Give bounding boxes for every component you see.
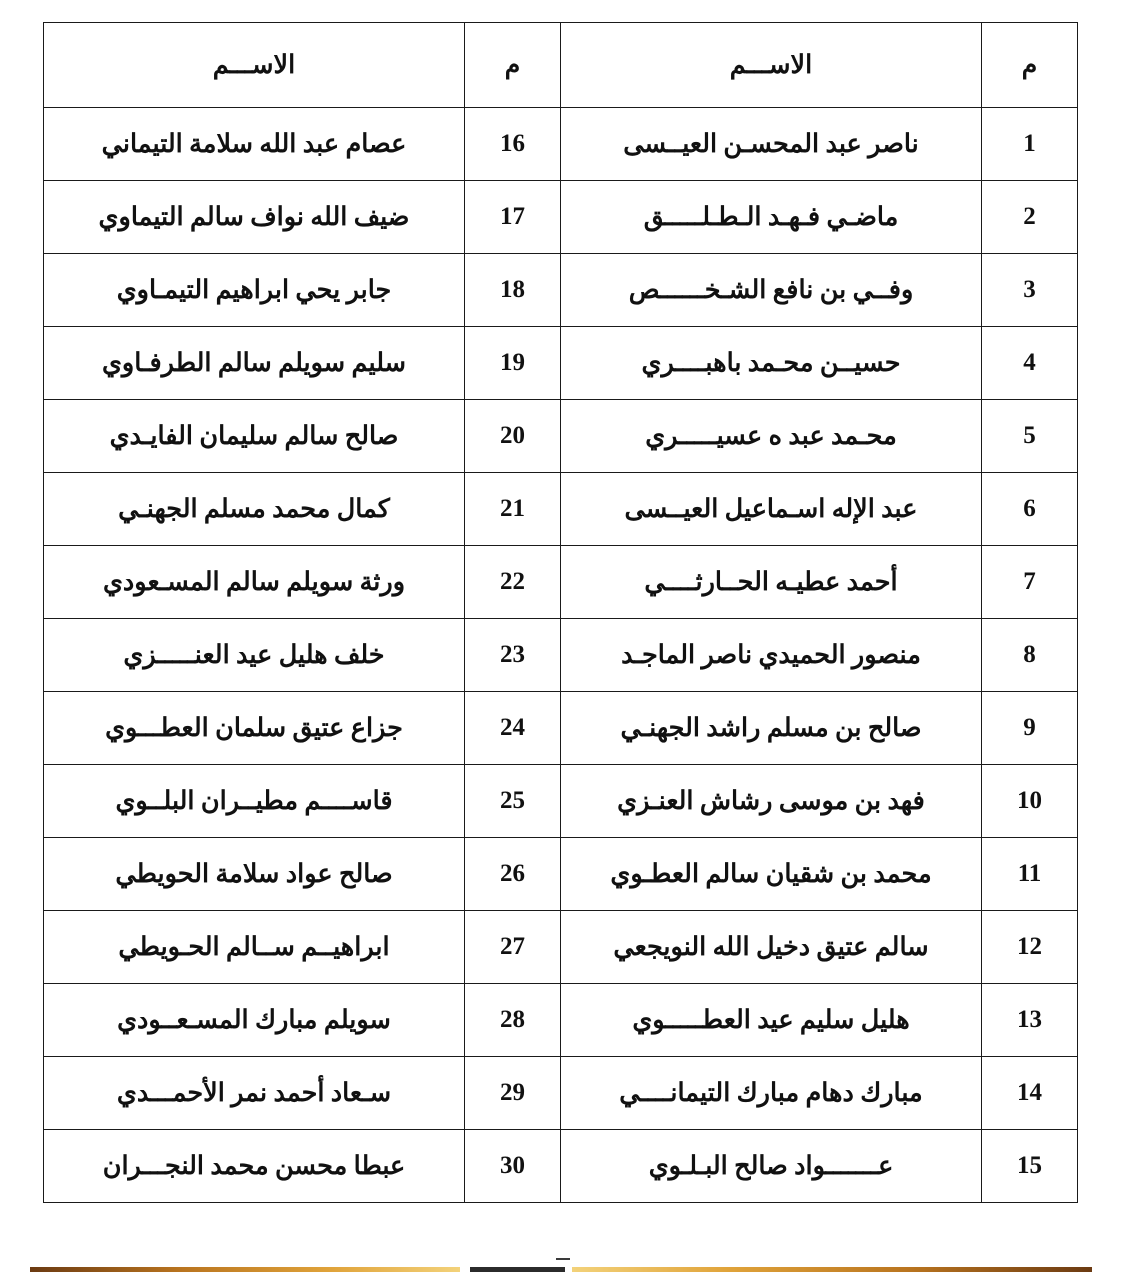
row-number: 17 bbox=[465, 181, 561, 254]
row-name: ابراهيــم ســالم الحـويطي bbox=[44, 911, 465, 984]
row-name: سالم عتيق دخيل الله النويجعي bbox=[561, 911, 982, 984]
row-name: ورثة سويلم سالم المسـعودي bbox=[44, 546, 465, 619]
row-number: 20 bbox=[465, 400, 561, 473]
row-name: مبارك دهام مبارك التيمانــــي bbox=[561, 1057, 982, 1130]
row-name: سليم سويلم سالم الطرفـاوي bbox=[44, 327, 465, 400]
table-body bbox=[44, 108, 1078, 1203]
row-number: 14 bbox=[982, 1057, 1078, 1130]
row-number: 4 bbox=[982, 327, 1078, 400]
table-row bbox=[44, 327, 1078, 400]
table-row bbox=[44, 838, 1078, 911]
row-number: 7 bbox=[982, 546, 1078, 619]
row-name: كمال محمد مسلم الجهنـي bbox=[44, 473, 465, 546]
row-name: سويلم مبارك المسـعــودي bbox=[44, 984, 465, 1057]
row-number: 24 bbox=[465, 692, 561, 765]
row-name: صالح بن مسلم راشد الجهنـي bbox=[561, 692, 982, 765]
row-number: 19 bbox=[465, 327, 561, 400]
footer-decoration bbox=[0, 1246, 1122, 1280]
table-header-row bbox=[44, 23, 1078, 108]
row-name: عصام عبد الله سلامة التيماني bbox=[44, 108, 465, 181]
row-number: 22 bbox=[465, 546, 561, 619]
table-row bbox=[44, 108, 1078, 181]
row-name: وفــي بن نافع الشـخــــــص bbox=[561, 254, 982, 327]
row-number: 21 bbox=[465, 473, 561, 546]
row-number: 18 bbox=[465, 254, 561, 327]
footer-bar-middle bbox=[470, 1267, 565, 1272]
row-number: 12 bbox=[982, 911, 1078, 984]
table-row bbox=[44, 181, 1078, 254]
row-name: صالح عواد سلامة الحويطي bbox=[44, 838, 465, 911]
row-name: عبطا محسن محمد النجـــران bbox=[44, 1130, 465, 1203]
row-number: 11 bbox=[982, 838, 1078, 911]
table-row bbox=[44, 619, 1078, 692]
row-name: أحمد عطيـه الحــارثــــي bbox=[561, 546, 982, 619]
names-table-container bbox=[44, 22, 1078, 1203]
row-name: ماضـي فـهـد الـطـلـــــق bbox=[561, 181, 982, 254]
row-number: 6 bbox=[982, 473, 1078, 546]
row-name: ناصر عبد المحسـن العيــسى bbox=[561, 108, 982, 181]
row-number: 13 bbox=[982, 984, 1078, 1057]
row-name: عبد الإله اسـماعيل العيــسى bbox=[561, 473, 982, 546]
row-number: 8 bbox=[982, 619, 1078, 692]
footer-dash bbox=[556, 1258, 570, 1260]
row-number: 16 bbox=[465, 108, 561, 181]
table-row bbox=[44, 473, 1078, 546]
header-name-right: الاســـم bbox=[561, 23, 982, 108]
row-name: خلف هليل عيد العنـــــزي bbox=[44, 619, 465, 692]
table-row bbox=[44, 1057, 1078, 1130]
names-table bbox=[43, 22, 1078, 1203]
header-num-right: م bbox=[982, 23, 1078, 108]
row-number: 2 bbox=[982, 181, 1078, 254]
header-name-left: الاســـم bbox=[44, 23, 465, 108]
row-name: جابر يحي ابراهيم التيمـاوي bbox=[44, 254, 465, 327]
row-name: صالح سالم سليمان الفايـدي bbox=[44, 400, 465, 473]
table-row bbox=[44, 400, 1078, 473]
row-number: 3 bbox=[982, 254, 1078, 327]
table-row bbox=[44, 692, 1078, 765]
row-name: جزاع عتيق سلمان العطـــوي bbox=[44, 692, 465, 765]
row-number: 30 bbox=[465, 1130, 561, 1203]
row-number: 23 bbox=[465, 619, 561, 692]
table-row bbox=[44, 1130, 1078, 1203]
table-header bbox=[44, 23, 1078, 108]
header-num-left: م bbox=[465, 23, 561, 108]
row-number: 29 bbox=[465, 1057, 561, 1130]
row-number: 27 bbox=[465, 911, 561, 984]
footer-bar-right bbox=[572, 1267, 1092, 1272]
row-number: 26 bbox=[465, 838, 561, 911]
row-name: فهد بن موسى رشاش العنـزي bbox=[561, 765, 982, 838]
row-number: 28 bbox=[465, 984, 561, 1057]
row-name: ضيف الله نواف سالم التيماوي bbox=[44, 181, 465, 254]
table-row bbox=[44, 765, 1078, 838]
row-number: 10 bbox=[982, 765, 1078, 838]
row-name: محـمد عبد ه عسيـــــري bbox=[561, 400, 982, 473]
row-name: هليل سليم عيد العطـــــوي bbox=[561, 984, 982, 1057]
row-name: حسيــن محـمد باهبــــري bbox=[561, 327, 982, 400]
footer-bar-left bbox=[30, 1267, 460, 1272]
row-name: محمد بن شقيان سالم العطـوي bbox=[561, 838, 982, 911]
table-row bbox=[44, 546, 1078, 619]
row-name: سـعاد أحمد نمر الأحمـــدي bbox=[44, 1057, 465, 1130]
row-number: 9 bbox=[982, 692, 1078, 765]
row-name: قاســــم مطيــران البلــوي bbox=[44, 765, 465, 838]
row-number: 25 bbox=[465, 765, 561, 838]
row-name: عـــــــواد صالح البـلـوي bbox=[561, 1130, 982, 1203]
table-row bbox=[44, 254, 1078, 327]
row-name: منصور الحميدي ناصر الماجـد bbox=[561, 619, 982, 692]
table-row bbox=[44, 984, 1078, 1057]
row-number: 5 bbox=[982, 400, 1078, 473]
table-row bbox=[44, 911, 1078, 984]
row-number: 1 bbox=[982, 108, 1078, 181]
row-number: 15 bbox=[982, 1130, 1078, 1203]
